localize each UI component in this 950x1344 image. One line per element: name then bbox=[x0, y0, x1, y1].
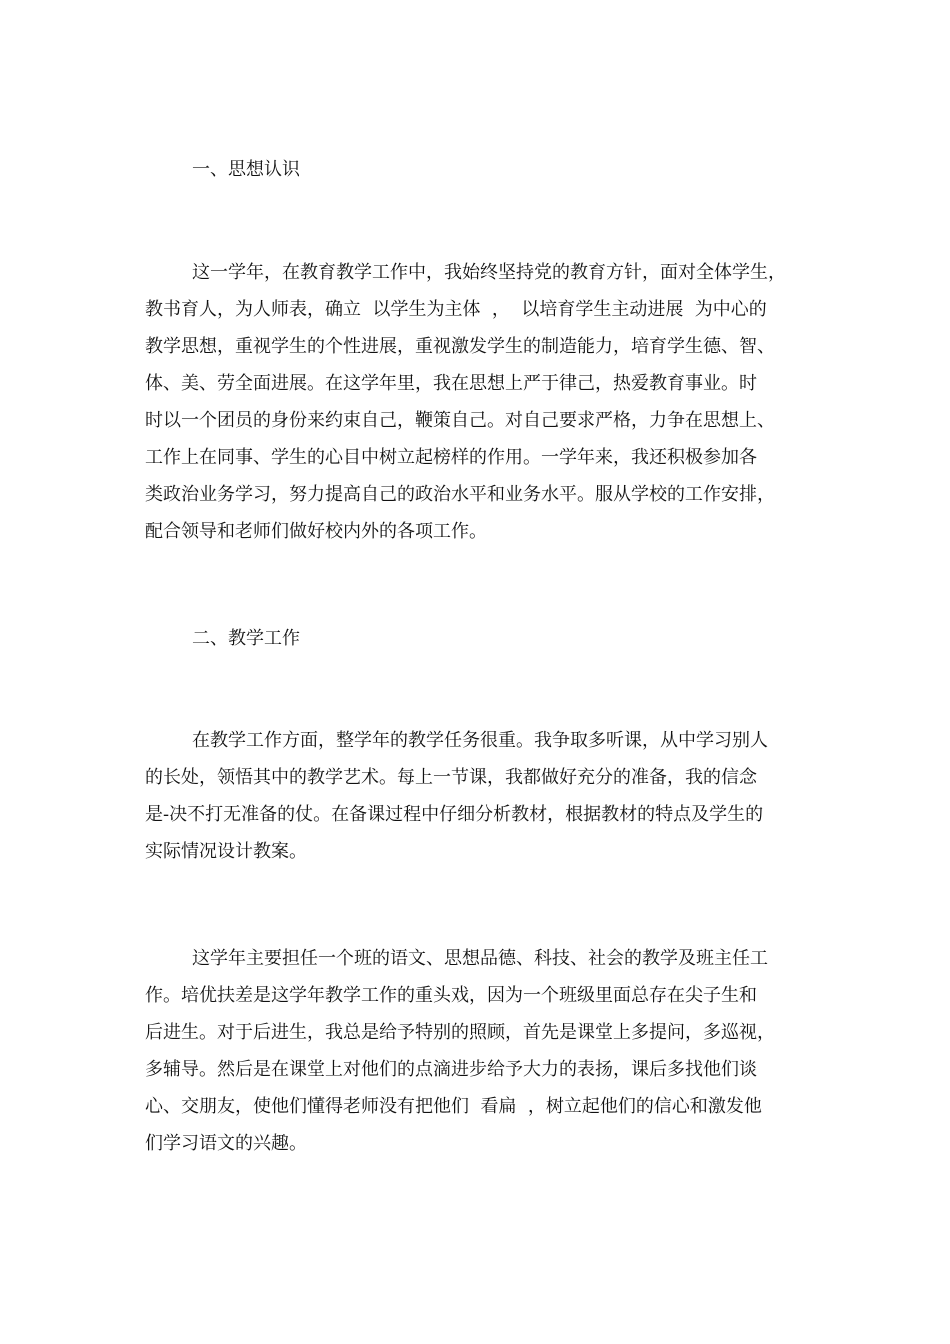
paragraph-line: 心、交朋友，使他们懂得老师没有把他们 看扁 ，树立起他们的信心和激发他 bbox=[145, 1096, 762, 1117]
paragraph-line: 在教学工作方面，整学年的教学任务很重。我争取多听课，从中学习别人 bbox=[192, 730, 768, 751]
paragraph-line: 教书育人，为人师表，确立 以学生为主体 ， 以培育学生主动进展 为中心的 bbox=[145, 299, 767, 320]
paragraph-line: 工作上在同事、学生的心目中树立起榜样的作用。一学年来，我还积极参加各 bbox=[145, 447, 757, 468]
paragraph-line: 的长处，领悟其中的教学艺术。每上一节课，我都做好充分的准备，我的信念 bbox=[145, 767, 757, 788]
paragraph-line: 教学思想，重视学生的个性进展，重视激发学生的制造能力，培育学生德、智、 bbox=[145, 336, 775, 357]
paragraph-teaching-2 bbox=[145, 940, 845, 1162]
paragraph-line: 是-决不打无准备的仗。在备课过程中仔细分析教材，根据教材的特点及学生的 bbox=[145, 804, 764, 825]
paragraph-line: 们学习语文的兴趣。 bbox=[145, 1133, 307, 1154]
paragraph-thought bbox=[145, 254, 845, 550]
paragraph-line: 实际情况设计教案。 bbox=[145, 841, 307, 862]
paragraph-line: 时以一个团员的身份来约束自己，鞭策自己。对自己要求严格，力争在思想上、 bbox=[145, 410, 775, 431]
paragraph-line: 这学年主要担任一个班的语文、思想品德、科技、社会的教学及班主任工 bbox=[192, 948, 768, 969]
paragraph-teaching-1 bbox=[145, 722, 845, 870]
section-heading-teaching: 二、教学工作 bbox=[192, 628, 300, 649]
paragraph-line: 类政治业务学习，努力提高自己的政治水平和业务水平。服从学校的工作安排， bbox=[145, 484, 775, 505]
paragraph-line: 配合领导和老师们做好校内外的各项工作。 bbox=[145, 521, 487, 542]
section-heading-thought: 一、思想认识 bbox=[192, 159, 300, 180]
paragraph-line: 作。培优扶差是这学年教学工作的重头戏，因为一个班级里面总存在尖子生和 bbox=[145, 985, 757, 1006]
paragraph-line: 体、美、劳全面进展。在这学年里，我在思想上严于律己，热爱教育事业。时 bbox=[145, 373, 757, 394]
paragraph-line: 多辅导。然后是在课堂上对他们的点滴进步给予大力的表扬，课后多找他们谈 bbox=[145, 1059, 757, 1080]
paragraph-line: 后进生。对于后进生，我总是给予特别的照顾，首先是课堂上多提问，多巡视， bbox=[145, 1022, 775, 1043]
paragraph-line: 这一学年，在教育教学工作中，我始终坚持党的教育方针，面对全体学生， bbox=[192, 262, 786, 283]
